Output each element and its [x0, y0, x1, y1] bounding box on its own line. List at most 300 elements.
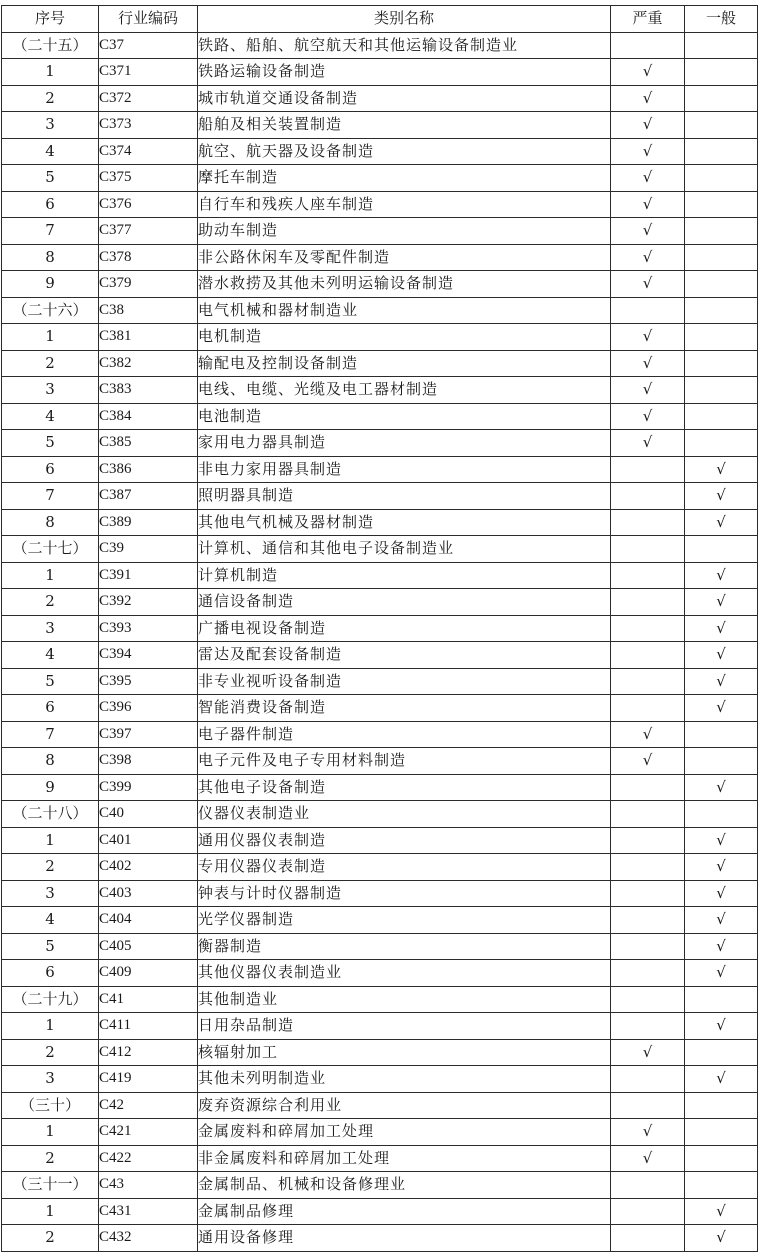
- table-row: [2, 165, 758, 192]
- row-seq: （二十六）: [2, 297, 99, 324]
- severity-serious-cell: [611, 907, 685, 934]
- severity-general-cell: [685, 589, 758, 616]
- row-seq: 5: [2, 165, 99, 192]
- severity-serious-cell: [611, 377, 685, 404]
- row-seq: 8: [2, 244, 99, 271]
- severity-serious-cell: [611, 695, 685, 722]
- row-name: 非专业视听设备制造: [198, 668, 611, 695]
- severity-serious-cell: [611, 165, 685, 192]
- severity-serious-cell: [611, 112, 685, 139]
- severity-general-cell: [685, 1172, 758, 1199]
- row-name: 金属废料和碎屑加工处理: [198, 1119, 611, 1146]
- row-seq: 3: [2, 1066, 99, 1093]
- severity-serious-cell: [611, 271, 685, 298]
- row-name: 铁路、船舶、航空航天和其他运输设备制造业: [198, 32, 611, 59]
- row-seq: 4: [2, 403, 99, 430]
- row-code: C381: [99, 324, 198, 351]
- row-code: C402: [99, 854, 198, 881]
- table-row: [2, 642, 758, 669]
- check-mark-icon: √: [642, 168, 653, 187]
- row-seq: 2: [2, 1039, 99, 1066]
- check-mark-icon: √: [716, 936, 726, 955]
- severity-serious-cell: [611, 350, 685, 377]
- severity-serious-cell: [611, 85, 685, 112]
- severity-general-cell: [685, 191, 758, 218]
- row-seq: 3: [2, 377, 99, 404]
- row-seq: 4: [2, 138, 99, 165]
- severity-serious-cell: [611, 668, 685, 695]
- severity-general-cell: [685, 721, 758, 748]
- check-mark-icon: √: [716, 512, 726, 531]
- check-mark-icon: √: [642, 247, 653, 266]
- row-name: 通信设备制造: [198, 589, 611, 616]
- table-row: [2, 1039, 758, 1066]
- row-seq: 6: [2, 960, 99, 987]
- row-name: 自行车和残疾人座车制造: [198, 191, 611, 218]
- row-seq: 2: [2, 350, 99, 377]
- severity-serious-cell: [611, 1225, 685, 1252]
- severity-serious-cell: [611, 774, 685, 801]
- table-row: [2, 403, 758, 430]
- severity-serious-cell: [611, 430, 685, 457]
- row-seq: 6: [2, 695, 99, 722]
- row-seq: 2: [2, 854, 99, 881]
- row-code: C41: [99, 986, 198, 1013]
- row-seq: 1: [2, 1198, 99, 1225]
- row-seq: （二十五）: [2, 32, 99, 59]
- severity-general-cell: [685, 880, 758, 907]
- row-code: C386: [99, 456, 198, 483]
- row-seq: 9: [2, 271, 99, 298]
- severity-serious-cell: [611, 827, 685, 854]
- row-seq: 7: [2, 721, 99, 748]
- severity-general-cell: [685, 59, 758, 86]
- severity-serious-cell: [611, 59, 685, 86]
- check-mark-icon: √: [716, 592, 726, 611]
- row-name: 其他电子设备制造: [198, 774, 611, 801]
- row-name: 电线、电缆、光缆及电工器材制造: [198, 377, 611, 404]
- severity-general-cell: [685, 1066, 758, 1093]
- row-name: 照明器具制造: [198, 483, 611, 510]
- severity-serious-cell: [611, 324, 685, 351]
- row-name: 衡器制造: [198, 933, 611, 960]
- header-row: [2, 6, 758, 33]
- table-row: [2, 774, 758, 801]
- row-name: 雷达及配套设备制造: [198, 642, 611, 669]
- severity-serious-cell: [611, 721, 685, 748]
- row-code: C383: [99, 377, 198, 404]
- table-row: [2, 483, 758, 510]
- row-seq: 1: [2, 59, 99, 86]
- row-code: C431: [99, 1198, 198, 1225]
- row-name: 电机制造: [198, 324, 611, 351]
- check-mark-icon: √: [642, 1148, 653, 1167]
- row-seq: 2: [2, 589, 99, 616]
- row-code: C382: [99, 350, 198, 377]
- severity-general-cell: [685, 642, 758, 669]
- row-code: C409: [99, 960, 198, 987]
- severity-serious-cell: [611, 642, 685, 669]
- check-mark-icon: √: [716, 671, 726, 690]
- table-row: [2, 430, 758, 457]
- row-name: 其他制造业: [198, 986, 611, 1013]
- row-code: C384: [99, 403, 198, 430]
- header-general: 一般: [685, 6, 758, 33]
- check-mark-icon: √: [716, 486, 726, 505]
- row-seq: 8: [2, 748, 99, 775]
- check-mark-icon: √: [716, 857, 726, 876]
- row-name: 电池制造: [198, 403, 611, 430]
- severity-general-cell: [685, 1119, 758, 1146]
- severity-serious-cell: [611, 32, 685, 59]
- table-row: [2, 827, 758, 854]
- row-code: C403: [99, 880, 198, 907]
- row-code: C376: [99, 191, 198, 218]
- severity-general-cell: [685, 403, 758, 430]
- check-mark-icon: √: [716, 883, 726, 902]
- table-row: [2, 377, 758, 404]
- row-code: C42: [99, 1092, 198, 1119]
- table-row: [2, 880, 758, 907]
- row-code: C394: [99, 642, 198, 669]
- row-seq: 1: [2, 827, 99, 854]
- severity-serious-cell: [611, 615, 685, 642]
- row-seq: 3: [2, 112, 99, 139]
- check-mark-icon: √: [642, 62, 653, 81]
- row-code: C43: [99, 1172, 198, 1199]
- check-mark-icon: √: [642, 141, 653, 160]
- row-code: C40: [99, 801, 198, 828]
- row-name: 其他电气机械及器材制造: [198, 509, 611, 536]
- severity-general-cell: [685, 324, 758, 351]
- row-code: C405: [99, 933, 198, 960]
- table-row: [2, 85, 758, 112]
- row-code: C393: [99, 615, 198, 642]
- row-seq: 9: [2, 774, 99, 801]
- severity-serious-cell: [611, 244, 685, 271]
- severity-general-cell: [685, 1013, 758, 1040]
- severity-general-cell: [685, 986, 758, 1013]
- severity-general-cell: [685, 562, 758, 589]
- table-row: [2, 138, 758, 165]
- severity-general-cell: [685, 377, 758, 404]
- header-serious: 严重: [611, 6, 685, 33]
- severity-general-cell: [685, 271, 758, 298]
- row-code: C412: [99, 1039, 198, 1066]
- row-code: C39: [99, 536, 198, 563]
- row-seq: 4: [2, 642, 99, 669]
- row-name: 电子器件制造: [198, 721, 611, 748]
- severity-general-cell: [685, 430, 758, 457]
- table-row: [2, 191, 758, 218]
- row-name: 智能消费设备制造: [198, 695, 611, 722]
- row-code: C37: [99, 32, 198, 59]
- severity-general-cell: [685, 1198, 758, 1225]
- table-row: [2, 854, 758, 881]
- row-seq: 2: [2, 1225, 99, 1252]
- severity-serious-cell: [611, 1066, 685, 1093]
- check-mark-icon: √: [642, 751, 653, 770]
- severity-general-cell: [685, 668, 758, 695]
- severity-serious-cell: [611, 854, 685, 881]
- row-seq: （二十九）: [2, 986, 99, 1013]
- severity-serious-cell: [611, 138, 685, 165]
- row-name: 核辐射加工: [198, 1039, 611, 1066]
- severity-general-cell: [685, 748, 758, 775]
- severity-serious-cell: [611, 1145, 685, 1172]
- severity-serious-cell: [611, 1013, 685, 1040]
- table-group-row: [2, 1172, 758, 1199]
- row-code: C397: [99, 721, 198, 748]
- table-row: [2, 509, 758, 536]
- table-row: [2, 112, 758, 139]
- row-seq: 1: [2, 324, 99, 351]
- row-code: C395: [99, 668, 198, 695]
- table-row: [2, 244, 758, 271]
- severity-general-cell: [685, 536, 758, 563]
- severity-general-cell: [685, 112, 758, 139]
- table-row: [2, 562, 758, 589]
- row-seq: 6: [2, 456, 99, 483]
- severity-serious-cell: [611, 297, 685, 324]
- severity-serious-cell: [611, 456, 685, 483]
- row-seq: 6: [2, 191, 99, 218]
- row-seq: 4: [2, 907, 99, 934]
- row-name: 潜水救捞及其他未列明运输设备制造: [198, 271, 611, 298]
- row-name: 助动车制造: [198, 218, 611, 245]
- row-seq: 2: [2, 1145, 99, 1172]
- check-mark-icon: √: [716, 777, 726, 796]
- check-mark-icon: √: [716, 1016, 726, 1035]
- row-seq: 3: [2, 615, 99, 642]
- severity-serious-cell: [611, 880, 685, 907]
- row-name: 非电力家用器具制造: [198, 456, 611, 483]
- row-name: 其他仪器仪表制造业: [198, 960, 611, 987]
- table-row: [2, 960, 758, 987]
- row-code: C375: [99, 165, 198, 192]
- row-code: C38: [99, 297, 198, 324]
- check-mark-icon: √: [716, 1228, 726, 1247]
- severity-serious-cell: [611, 589, 685, 616]
- check-mark-icon: √: [642, 1042, 653, 1061]
- severity-serious-cell: [611, 801, 685, 828]
- severity-general-cell: [685, 774, 758, 801]
- severity-serious-cell: [611, 1092, 685, 1119]
- row-name: 广播电视设备制造: [198, 615, 611, 642]
- row-name: 其他未列明制造业: [198, 1066, 611, 1093]
- row-name: 摩托车制造: [198, 165, 611, 192]
- severity-general-cell: [685, 85, 758, 112]
- row-name: 计算机制造: [198, 562, 611, 589]
- table-row: [2, 933, 758, 960]
- table-row: [2, 1225, 758, 1252]
- row-seq: 8: [2, 509, 99, 536]
- severity-serious-cell: [611, 562, 685, 589]
- row-name: 日用杂品制造: [198, 1013, 611, 1040]
- table-row: [2, 668, 758, 695]
- table-group-row: [2, 536, 758, 563]
- row-name: 电子元件及电子专用材料制造: [198, 748, 611, 775]
- header-seq: 序号: [2, 6, 99, 33]
- severity-general-cell: [685, 244, 758, 271]
- header-code: 行业编码: [99, 6, 198, 33]
- severity-general-cell: [685, 138, 758, 165]
- severity-serious-cell: [611, 218, 685, 245]
- row-seq: 1: [2, 1013, 99, 1040]
- severity-general-cell: [685, 615, 758, 642]
- check-mark-icon: √: [716, 1069, 726, 1088]
- row-name: 船舶及相关装置制造: [198, 112, 611, 139]
- table-row: [2, 748, 758, 775]
- row-seq: 5: [2, 933, 99, 960]
- table-header: [2, 6, 758, 33]
- table-row: [2, 59, 758, 86]
- table-group-row: [2, 1092, 758, 1119]
- row-code: C401: [99, 827, 198, 854]
- row-name: 金属制品修理: [198, 1198, 611, 1225]
- table-group-row: [2, 986, 758, 1013]
- check-mark-icon: √: [642, 88, 653, 107]
- severity-serious-cell: [611, 509, 685, 536]
- check-mark-icon: √: [642, 274, 653, 293]
- row-name: 非金属废料和碎屑加工处理: [198, 1145, 611, 1172]
- check-mark-icon: √: [642, 115, 653, 134]
- severity-serious-cell: [611, 960, 685, 987]
- check-mark-icon: √: [716, 910, 726, 929]
- table-row: [2, 615, 758, 642]
- table-body: [2, 32, 758, 1251]
- table-row: [2, 1145, 758, 1172]
- severity-general-cell: [685, 933, 758, 960]
- header-name: 类别名称: [198, 6, 611, 33]
- severity-general-cell: [685, 297, 758, 324]
- severity-serious-cell: [611, 191, 685, 218]
- row-code: C411: [99, 1013, 198, 1040]
- row-name: 航空、航天器及设备制造: [198, 138, 611, 165]
- row-seq: （二十八）: [2, 801, 99, 828]
- row-name: 钟表与计时仪器制造: [198, 880, 611, 907]
- row-name: 计算机、通信和其他电子设备制造业: [198, 536, 611, 563]
- row-code: C391: [99, 562, 198, 589]
- row-code: C372: [99, 85, 198, 112]
- table-row: [2, 324, 758, 351]
- row-code: C396: [99, 695, 198, 722]
- check-mark-icon: √: [716, 565, 726, 584]
- check-mark-icon: √: [642, 353, 653, 372]
- table-group-row: [2, 297, 758, 324]
- row-name: 光学仪器制造: [198, 907, 611, 934]
- check-mark-icon: √: [642, 194, 653, 213]
- table-row: [2, 456, 758, 483]
- row-code: C389: [99, 509, 198, 536]
- row-seq: （三十一）: [2, 1172, 99, 1199]
- table-row: [2, 589, 758, 616]
- row-seq: 5: [2, 430, 99, 457]
- table-group-row: [2, 801, 758, 828]
- severity-serious-cell: [611, 986, 685, 1013]
- severity-serious-cell: [611, 1119, 685, 1146]
- check-mark-icon: √: [642, 433, 653, 452]
- row-seq: 7: [2, 483, 99, 510]
- check-mark-icon: √: [716, 645, 726, 664]
- check-mark-icon: √: [642, 221, 653, 240]
- row-name: 铁路运输设备制造: [198, 59, 611, 86]
- severity-general-cell: [685, 1092, 758, 1119]
- severity-serious-cell: [611, 536, 685, 563]
- severity-serious-cell: [611, 748, 685, 775]
- table-group-row: [2, 32, 758, 59]
- row-code: C385: [99, 430, 198, 457]
- row-code: C404: [99, 907, 198, 934]
- check-mark-icon: √: [716, 459, 726, 478]
- row-code: C377: [99, 218, 198, 245]
- row-name: 金属制品、机械和设备修理业: [198, 1172, 611, 1199]
- severity-general-cell: [685, 960, 758, 987]
- row-seq: 3: [2, 880, 99, 907]
- row-name: 通用仪器仪表制造: [198, 827, 611, 854]
- row-seq: （二十七）: [2, 536, 99, 563]
- row-code: C373: [99, 112, 198, 139]
- check-mark-icon: √: [716, 1201, 726, 1220]
- severity-general-cell: [685, 165, 758, 192]
- table-row: [2, 1198, 758, 1225]
- industry-table: [1, 5, 758, 1252]
- row-name: 通用设备修理: [198, 1225, 611, 1252]
- row-code: C392: [99, 589, 198, 616]
- check-mark-icon: √: [642, 724, 653, 743]
- table-row: [2, 1119, 758, 1146]
- row-name: 城市轨道交通设备制造: [198, 85, 611, 112]
- row-name: 电气机械和器材制造业: [198, 297, 611, 324]
- table-row: [2, 218, 758, 245]
- row-name: 非公路休闲车及零配件制造: [198, 244, 611, 271]
- severity-general-cell: [685, 695, 758, 722]
- severity-general-cell: [685, 456, 758, 483]
- check-mark-icon: √: [716, 618, 726, 637]
- row-seq: 5: [2, 668, 99, 695]
- check-mark-icon: √: [716, 698, 726, 717]
- row-name: 输配电及控制设备制造: [198, 350, 611, 377]
- severity-serious-cell: [611, 1198, 685, 1225]
- severity-general-cell: [685, 483, 758, 510]
- severity-serious-cell: [611, 1172, 685, 1199]
- severity-serious-cell: [611, 483, 685, 510]
- severity-general-cell: [685, 827, 758, 854]
- row-code: C432: [99, 1225, 198, 1252]
- severity-general-cell: [685, 350, 758, 377]
- row-seq: 1: [2, 562, 99, 589]
- table-row: [2, 271, 758, 298]
- check-mark-icon: √: [642, 406, 653, 425]
- row-name: 废弃资源综合利用业: [198, 1092, 611, 1119]
- severity-general-cell: [685, 32, 758, 59]
- check-mark-icon: √: [642, 1122, 653, 1141]
- row-code: C398: [99, 748, 198, 775]
- check-mark-icon: √: [642, 327, 653, 346]
- row-code: C371: [99, 59, 198, 86]
- severity-serious-cell: [611, 933, 685, 960]
- severity-general-cell: [685, 854, 758, 881]
- table-row: [2, 695, 758, 722]
- row-code: C378: [99, 244, 198, 271]
- row-code: C422: [99, 1145, 198, 1172]
- check-mark-icon: √: [716, 963, 726, 982]
- severity-general-cell: [685, 1225, 758, 1252]
- row-name: 仪器仪表制造业: [198, 801, 611, 828]
- table-row: [2, 350, 758, 377]
- severity-general-cell: [685, 1039, 758, 1066]
- severity-serious-cell: [611, 403, 685, 430]
